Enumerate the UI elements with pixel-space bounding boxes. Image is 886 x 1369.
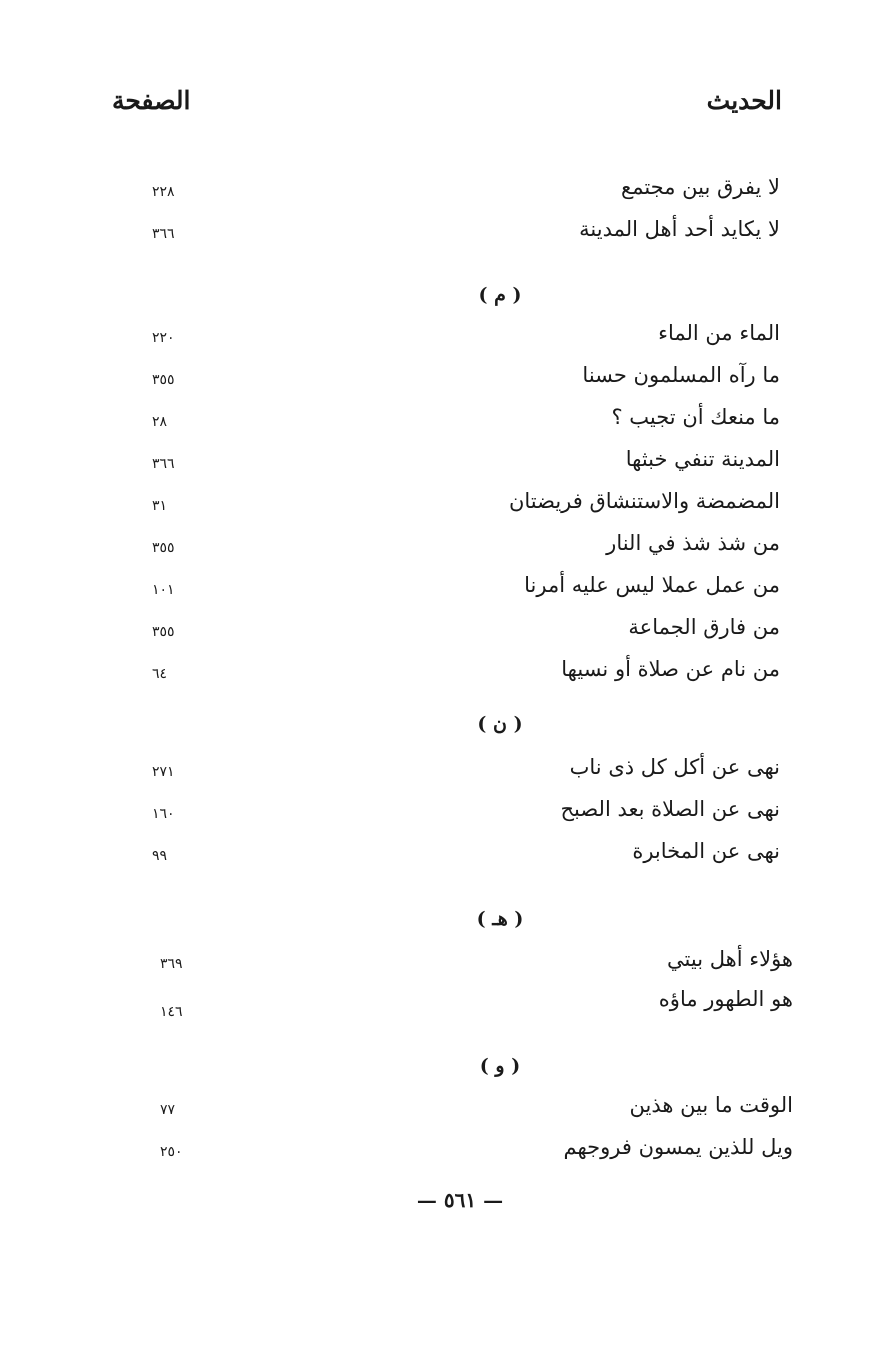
hadith-text: ما منعك أن تجيب ؟ (611, 405, 780, 429)
hadith-column-header: الحديث (706, 86, 782, 115)
index-entry (0, 214, 886, 250)
index-entry (0, 318, 886, 354)
page-number: ٣٥٥ (152, 540, 175, 556)
index-entry (0, 944, 886, 980)
section-letter-heading: ( هـ ) (476, 908, 524, 930)
page-number: ٢٧١ (152, 764, 175, 780)
index-entry (0, 1090, 886, 1126)
section-letter-heading: ( و ) (479, 1055, 521, 1077)
hadith-text: لا يفرق بين مجتمع (621, 175, 780, 199)
hadith-text: هؤلاء أهل بيتي (667, 947, 793, 971)
section-letter-heading: ( م ) (478, 284, 522, 306)
page-number: ١٠١ (152, 582, 175, 598)
index-entry (0, 612, 886, 648)
page-number: ٩٩ (152, 848, 168, 864)
index-entry (0, 444, 886, 480)
page-number: ٣٦٦ (152, 456, 175, 472)
index-entry (0, 360, 886, 396)
hadith-text: ويل للذين يمسون فروجهم (563, 1135, 793, 1159)
hadith-text: هو الطهور ماؤه (658, 987, 793, 1011)
section-letter-heading: ( ن ) (477, 713, 523, 735)
index-entry (0, 654, 886, 690)
page-number: ٣٦٦ (152, 226, 175, 242)
index-entry (0, 570, 886, 606)
page-number: ٢٨ (152, 414, 168, 430)
hadith-text: ما رآه المسلمون حسنا (582, 363, 780, 387)
index-entry (0, 486, 886, 522)
hadith-text: لا يكايد أحد أهل المدينة (579, 217, 780, 241)
index-entry (0, 836, 886, 872)
page-number: ٣٦٩ (160, 956, 183, 972)
hadith-text: نهى عن الصلاة بعد الصبح (560, 797, 780, 821)
page-number: ١٦٠ (152, 806, 175, 822)
index-entry (0, 528, 886, 564)
hadith-text: نهى عن المخابرة (632, 839, 780, 863)
hadith-text: المضمضة والاستنشاق فريضتان (508, 489, 780, 513)
page-number: ٣٥٥ (152, 624, 175, 640)
hadith-text: الماء من الماء (658, 321, 780, 345)
hadith-text: من شذ شذ في النار (606, 531, 780, 555)
hadith-text: نهى عن أكل كل ذى ناب (569, 755, 780, 779)
page-number: ٣١ (152, 498, 168, 514)
page-folio-number: — ٥٦١ — (416, 1188, 504, 1212)
index-entry (0, 752, 886, 788)
page-number: ٢٢٨ (152, 184, 175, 200)
page-number: ٢٢٠ (152, 330, 175, 346)
index-entry (0, 794, 886, 830)
page-number: ٢٥٠ (160, 1144, 183, 1160)
hadith-text: المدينة تنفي خبثها (625, 447, 780, 471)
page-number: ٦٤ (152, 666, 168, 682)
hadith-text: من نام عن صلاة أو نسيها (561, 657, 780, 681)
index-entry (0, 402, 886, 438)
index-entry (0, 1132, 886, 1168)
hadith-text: الوقت ما بين هذين (629, 1093, 793, 1117)
page-column-header: الصفحة (112, 86, 191, 115)
index-entry (0, 984, 886, 1020)
page-number: ٧٧ (160, 1102, 176, 1118)
page-number: ١٤٦ (160, 1004, 183, 1020)
hadith-text: من عمل عملا ليس عليه أمرنا (524, 573, 780, 597)
index-entry (0, 172, 886, 208)
hadith-text: من فارق الجماعة (628, 615, 780, 639)
page-number: ٣٥٥ (152, 372, 175, 388)
